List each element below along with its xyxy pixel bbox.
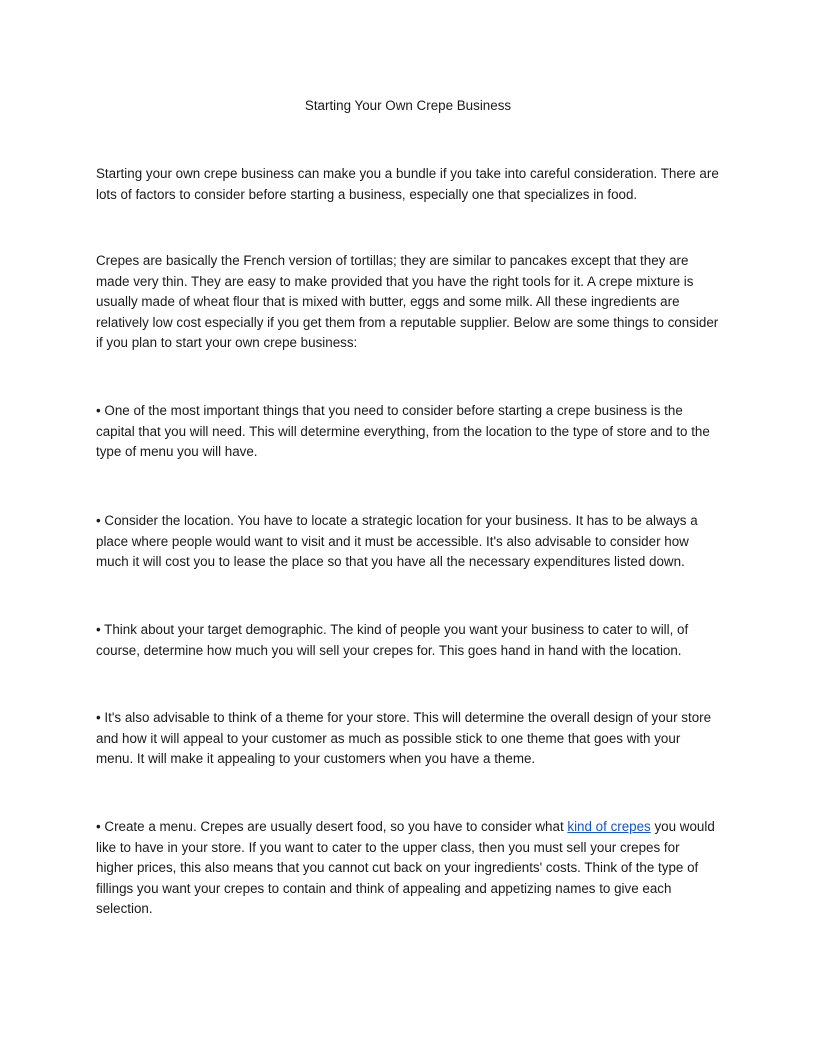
bullet-capital: • One of the most important things that you need to consider before starting a crepe business is the capital that you will need. This will determine everything, from the location to the type of store and to the type of menu you will have. xyxy=(96,403,710,460)
bullet-menu-text-before: • Create a menu. Crepes are usually desert food, so you have to consider what xyxy=(96,819,568,834)
bullet-menu xyxy=(96,817,720,920)
bullet-location: • Consider the location. You have to locate a strategic location for your business. It has to be always a place where people would want to visit and it must be accessible. It's also advisable to consider how much it will cost you to lease the place so that you have all the necessary expenditures listed down. xyxy=(96,513,698,570)
crepes-description-paragraph: Crepes are basically the French version of tortillas; they are similar to pancakes except that they are made very thin. They are easy to make provided that you have the right tools for it. A crepe mixture is usually made of wheat flour that is mixed with butter, eggs and some milk. All these ingredients are relatively low cost especially if you get them from a reputable supplier. Below are some things to consider if you plan to start your own crepe business: xyxy=(96,253,719,351)
intro-paragraph: Starting your own crepe business can make you a bundle if you take into careful consideration. There are lots of factors to consider before starting a business, especially one that specializes in food. xyxy=(96,166,719,202)
document-title: Starting Your Own Crepe Business xyxy=(304,98,512,113)
bullet-theme: • It's also advisable to think of a theme for your store. This will determine the overall design of your store and how it will appeal to your customer as much as possible stick to one theme that goes with your menu. It will make it appealing to your customers when you have a theme. xyxy=(96,710,712,767)
bullet-menu-text-after: you would like to have in your store. If you want to cater to the upper class, then you must sell your crepes for higher prices, this also means that you cannot cut back on your ingredients' costs. Think of the type of fillings you want your crepes to contain and think of appealing and appetizing names to give each selection. xyxy=(96,819,715,917)
kind-of-crepes-link[interactable]: kind of crepes xyxy=(567,819,651,834)
bullet-demographic: • Think about your target demographic. The kind of people you want your business to cater to will, of course, determine how much you will sell your crepes for. This goes hand in hand with the location. xyxy=(96,622,689,658)
